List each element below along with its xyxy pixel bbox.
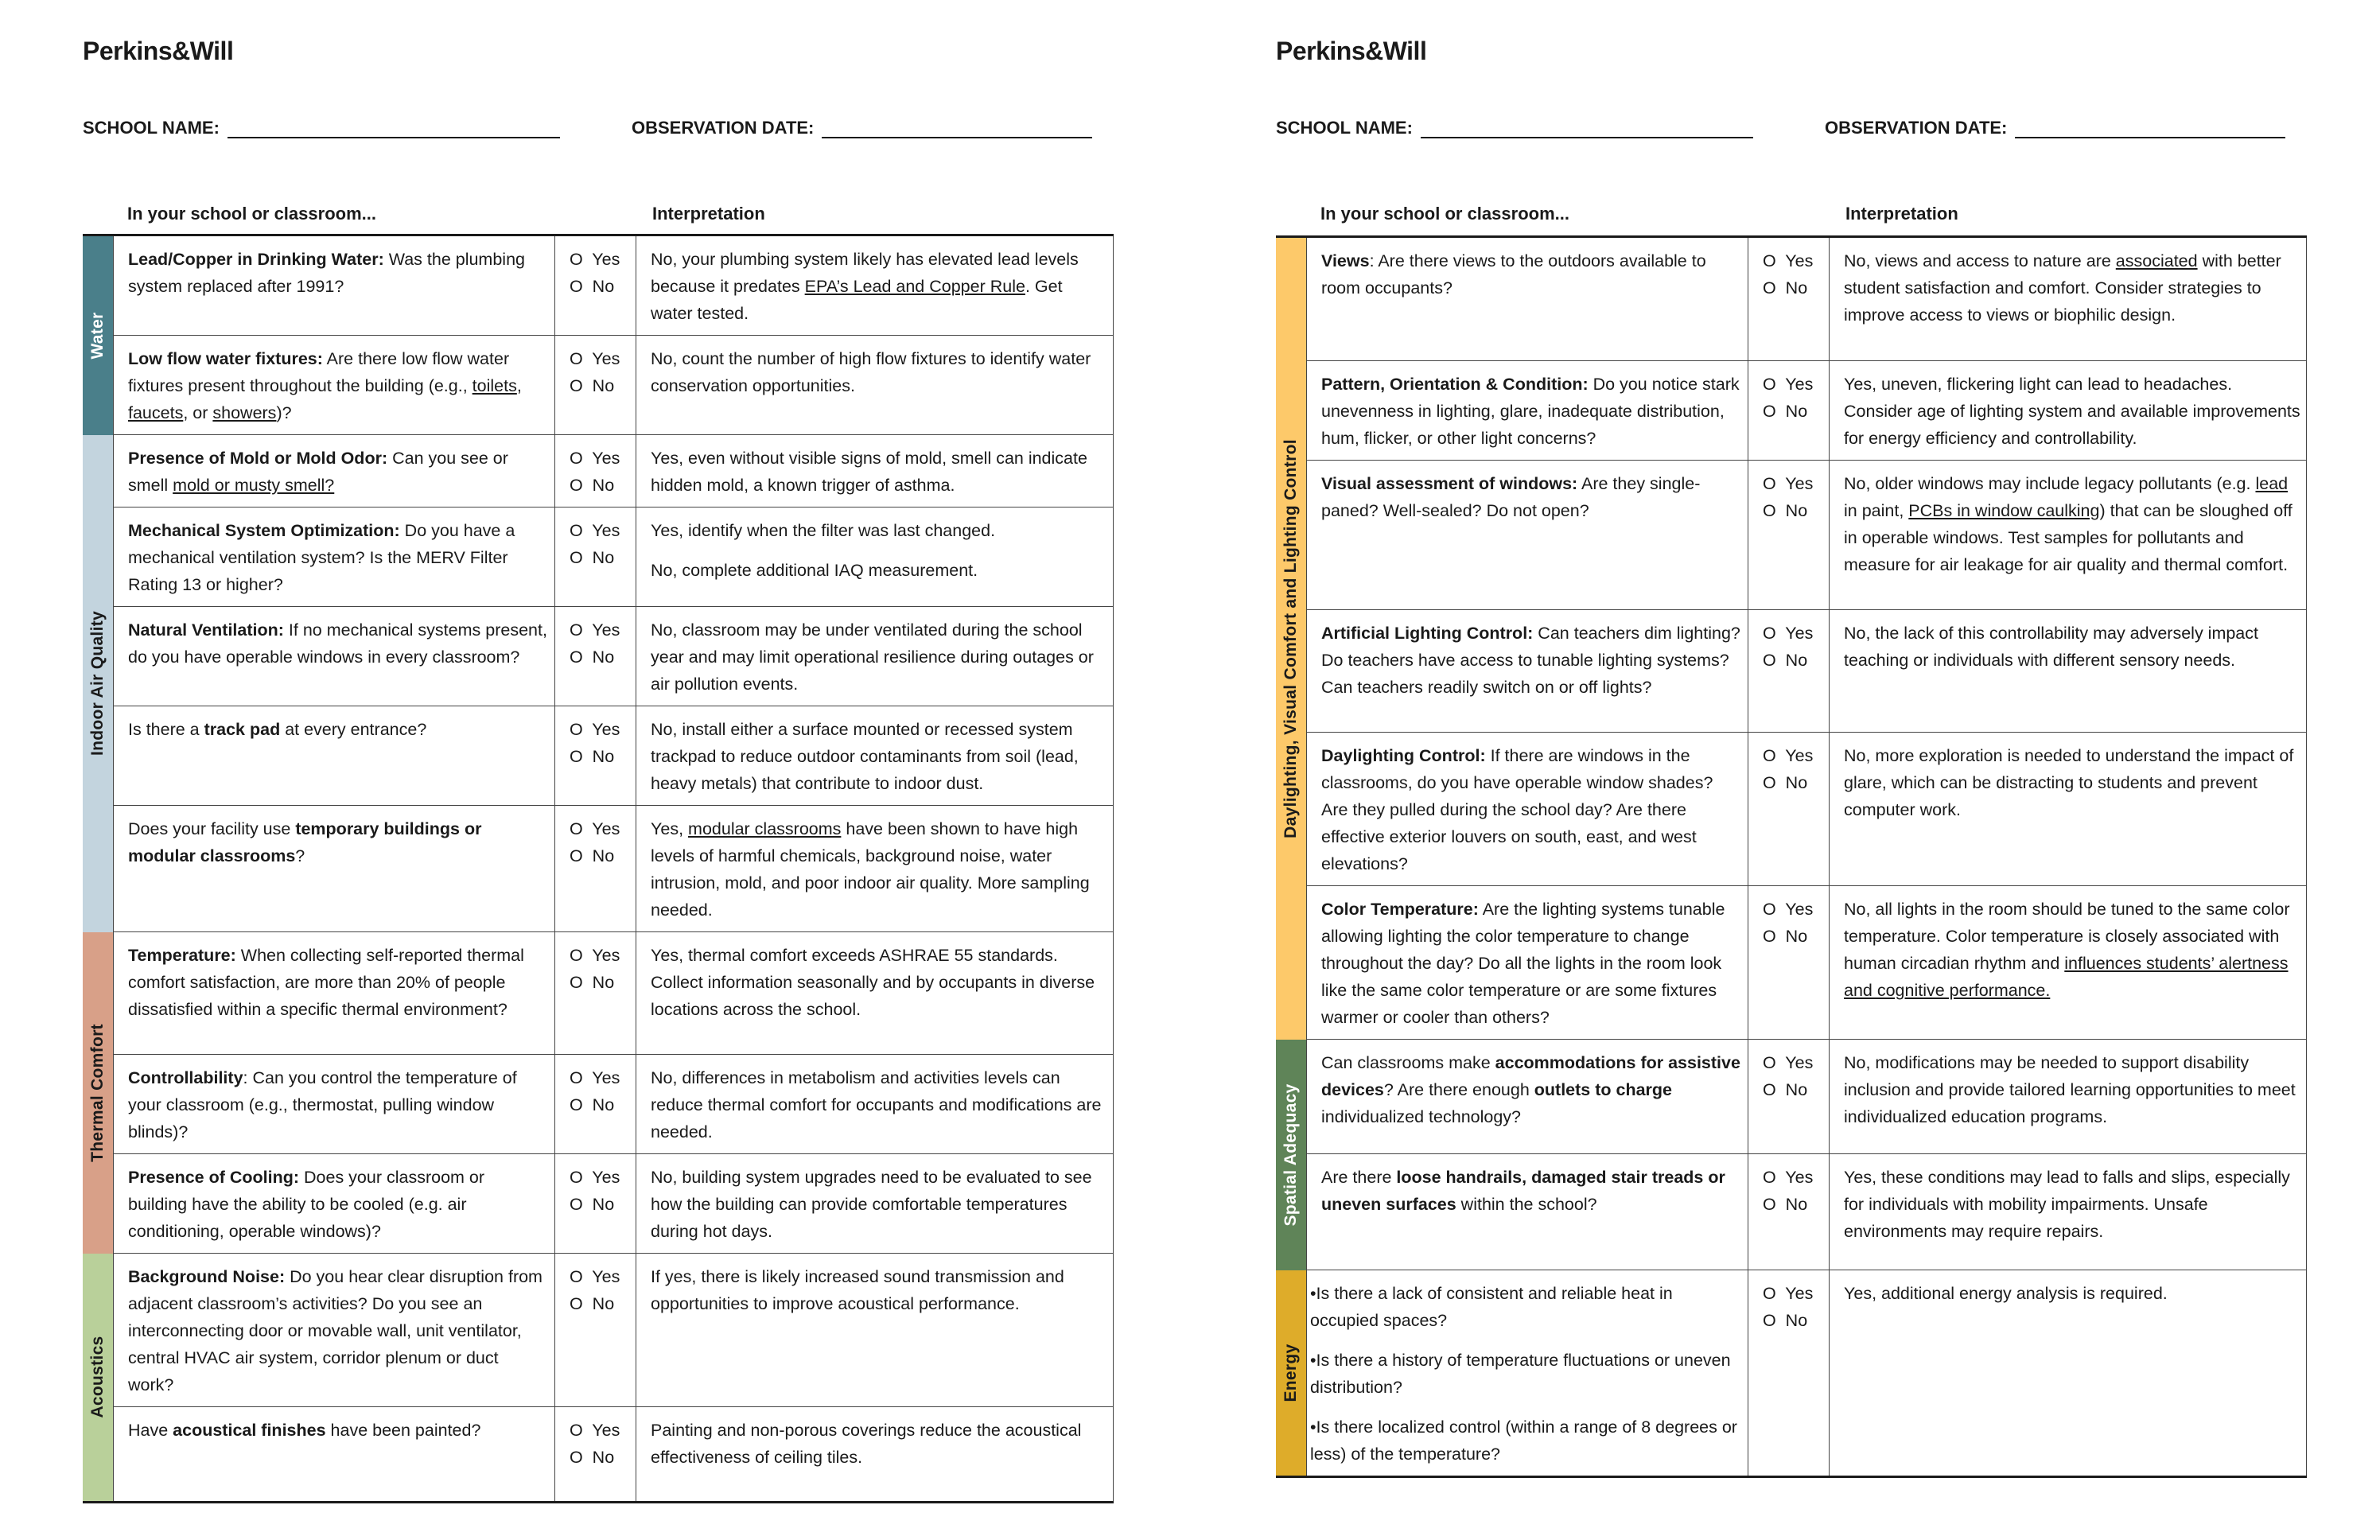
interpretation-link[interactable]: PCBs in window caulking [1908, 501, 2100, 520]
category-label: Water [88, 312, 107, 360]
observation-date-input-line[interactable] [822, 116, 1092, 138]
question-cell [1307, 361, 1748, 461]
interpretation-cell [636, 806, 1114, 932]
question-text: ? Are there enough [1383, 1080, 1534, 1099]
table-row [1276, 1154, 2307, 1270]
yes-no-options[interactable]: O Yes O No [1748, 1270, 1830, 1477]
yes-no-options[interactable]: O Yes O No [1748, 886, 1830, 1040]
question-text: Was the plumbing system replaced after 1991? [128, 250, 525, 296]
question-text: Can teachers dim lighting? Do teachers have access to tunable lighting systems? Can teachers readily switch on or off lights? [1321, 624, 1740, 697]
yes-no-options[interactable]: O Yes O No [555, 235, 636, 336]
yes-no-options[interactable]: O Yes O No [555, 607, 636, 706]
question-title: Temperature: [128, 946, 236, 965]
category-band-indoor-air-quality [83, 435, 114, 932]
yes-no-options[interactable]: O Yes O No [555, 336, 636, 435]
interpretation-cell: No, more exploration is needed to understand the impact of glare, which can be distracting to students and prevent computer work. [1830, 733, 2307, 886]
category-band-water [83, 235, 114, 435]
question-title: Presence of Cooling: [128, 1168, 300, 1187]
interpretation-cell [1830, 461, 2307, 610]
question-title: Views [1321, 251, 1370, 270]
list-item: •Is there a lack of consistent and reliable heat in occupied spaces? [1310, 1284, 1673, 1330]
table-row [83, 235, 1114, 336]
table-row [83, 806, 1114, 932]
brand-logo: Perkins&Will [1276, 37, 1427, 65]
observation-date-label: OBSERVATION DATE: [632, 118, 815, 138]
interpretation-text: in paint, [1844, 501, 1909, 520]
question-text: If there are windows in the classrooms, do you have operable window shades? Are they pulled during the school day? Are there effective exterior louvers on south, east, and west elevations? [1321, 746, 1713, 873]
category-label: Daylighting, Visual Comfort and Lighting Control [1281, 438, 1300, 838]
question-cell [114, 336, 555, 435]
table-row [83, 1254, 1114, 1407]
observation-date-field [1825, 116, 2285, 138]
school-name-input-line[interactable] [1421, 116, 1753, 138]
interpretation-text: . Get water tested. [651, 277, 1063, 323]
question-title: Artificial Lighting Control: [1321, 624, 1534, 643]
question-cell [114, 508, 555, 607]
interpretation-link[interactable]: influences students’ alertness and cognitive performance. [1844, 954, 2289, 1000]
interpretation-text: No, older windows may include legacy pollutants (e.g. [1844, 474, 2256, 493]
question-cell [1307, 1270, 1748, 1477]
right-page [1276, 0, 2334, 1540]
table-row [1276, 610, 2307, 733]
interpretation-yes: Yes, identify when the filter was last changed. [651, 521, 996, 540]
yes-no-options[interactable]: O Yes O No [1748, 1040, 1830, 1154]
yes-no-options[interactable]: O Yes O No [555, 508, 636, 607]
table-row [83, 435, 1114, 508]
category-band-spatial-adequacy [1276, 1040, 1307, 1270]
question-cell [114, 435, 555, 508]
question-text: Does your facility use [128, 819, 296, 838]
interpretation-text: with better student satisfaction and comfort. Consider strategies to improve access to views or biophilic design. [1844, 251, 2281, 325]
question-text: Are there low flow water fixtures present throughout the building (e.g., [128, 349, 510, 395]
question-title: outlets to charge [1534, 1080, 1672, 1099]
interpretation-text: ) that can be sloughed off in operable windows. Test samples for pollutants and measure for air leakage for air quality and thermal comfort. [1844, 501, 2292, 574]
yes-no-options[interactable]: O Yes O No [1748, 610, 1830, 733]
interpretation-cell: If yes, there is likely increased sound transmission and opportunities to improve acoustical performance. [636, 1254, 1114, 1407]
question-title: Controllability [128, 1068, 243, 1087]
category-label: Thermal Comfort [88, 1023, 107, 1162]
interpretation-cell [636, 508, 1114, 607]
question-cell [1307, 886, 1748, 1040]
yes-no-options[interactable]: O Yes O No [1748, 733, 1830, 886]
question-title: accommodations for assistive devices [1321, 1053, 1740, 1099]
interpretation-text: have been shown to have high levels of harmful chemicals, background noise, water intrusion, mold, and poor indoor air quality. More sampling needed. [651, 819, 1090, 920]
interpretation-cell: Yes, these conditions may lead to falls and slips, especially for individuals with mobility impairments. Unsafe environments may require repairs. [1830, 1154, 2307, 1270]
table-row [1276, 237, 2307, 361]
yes-no-options[interactable]: O Yes O No [1748, 461, 1830, 610]
question-text: Are there [1321, 1168, 1397, 1187]
column-header-interpretation: Interpretation [1845, 204, 1958, 224]
school-name-label: SCHOOL NAME: [1276, 118, 1413, 138]
question-cell [1307, 1154, 1748, 1270]
interpretation-link[interactable]: modular classrooms [688, 819, 842, 838]
category-band-daylighting [1276, 237, 1307, 1040]
category-band-thermal-comfort [83, 932, 114, 1254]
table-row [1276, 733, 2307, 886]
interpretation-cell [1830, 237, 2307, 361]
question-title: Low flow water fixtures: [128, 349, 323, 368]
yes-no-options[interactable]: O Yes O No [555, 932, 636, 1055]
question-cell [114, 1154, 555, 1254]
observation-date-field [632, 116, 1092, 138]
table-row [83, 932, 1114, 1055]
question-link[interactable]: mold or musty smell? [173, 476, 335, 495]
question-text: )? [276, 403, 292, 422]
question-text: ? [295, 846, 305, 865]
question-cell [114, 1055, 555, 1154]
left-page [83, 0, 1141, 1540]
table-row [1276, 886, 2307, 1040]
interpretation-cell: Painting and non-porous coverings reduce the acoustical effectiveness of ceiling tiles. [636, 1407, 1114, 1503]
question-text: : Are there views to the outdoors available to room occupants? [1321, 251, 1706, 298]
question-title: Lead/Copper in Drinking Water: [128, 250, 384, 269]
question-title: Background Noise: [128, 1267, 286, 1286]
yes-no-options[interactable]: O Yes O No [1748, 361, 1830, 461]
question-text: Is there a [128, 720, 204, 739]
question-title: Pattern, Orientation & Condition: [1321, 375, 1589, 394]
table-row [83, 706, 1114, 806]
interpretation-cell: No, classroom may be under ventilated during the school year and may limit operational resilience during outages or air pollution events. [636, 607, 1114, 706]
question-cell [1307, 237, 1748, 361]
question-cell [1307, 461, 1748, 610]
interpretation-text: No, your plumbing system likely has elevated lead levels because it predates [651, 250, 1079, 296]
table-row [1276, 361, 2307, 461]
question-text: When collecting self-reported thermal comfort satisfaction, are more than 20% of people dissatisfied within a specific thermal environment? [128, 946, 524, 1019]
yes-no-options[interactable]: O Yes O No [555, 435, 636, 508]
yes-no-options[interactable]: O Yes O No [555, 1154, 636, 1254]
interpretation-link[interactable]: associated [2115, 251, 2198, 270]
list-item: •Is there localized control (within a range of 8 degrees or less) of the temperature? [1310, 1418, 1737, 1464]
category-label: Spatial Adequacy [1281, 1083, 1300, 1227]
question-title: Presence of Mold or Mold Odor: [128, 449, 388, 468]
question-text: at every entrance? [280, 720, 427, 739]
question-title: Visual assessment of windows: [1321, 474, 1578, 493]
table-row [83, 336, 1114, 435]
question-title: Color Temperature: [1321, 900, 1479, 919]
question-cell [114, 806, 555, 932]
table-row [83, 1407, 1114, 1503]
table-row [83, 1055, 1114, 1154]
interpretation-text: Yes, [651, 819, 689, 838]
question-cell [114, 235, 555, 336]
yes-no-options[interactable]: O Yes O No [555, 806, 636, 932]
question-title: acoustical finishes [173, 1421, 326, 1440]
category-band-acoustics [83, 1254, 114, 1503]
observation-date-input-line[interactable] [2015, 116, 2285, 138]
question-cell [1307, 733, 1748, 886]
column-header-interpretation: Interpretation [652, 204, 765, 224]
checklist-table-right [1276, 235, 2307, 1478]
category-label: Indoor Air Quality [88, 611, 107, 756]
question-cell [1307, 610, 1748, 733]
list-item: •Is there a history of temperature fluctuations or uneven distribution? [1310, 1351, 1731, 1397]
question-title: Daylighting Control: [1321, 746, 1486, 765]
checklist-table-left [83, 234, 1114, 1503]
question-text: Do you hear clear disruption from adjacent classroom’s activities? Do you see an interconnecting door or movable wall, unit ventilator, central HVAC air system, corridor plenum or duct work? [128, 1267, 542, 1394]
yes-no-options[interactable]: O Yes O No [555, 1254, 636, 1407]
table-row [83, 508, 1114, 607]
brand-logo: Perkins&Will [83, 37, 234, 65]
question-text: Have [128, 1421, 173, 1440]
column-header-question: In your school or classroom... [127, 204, 376, 224]
yes-no-options[interactable]: O Yes O No [555, 1055, 636, 1154]
question-text: have been painted? [325, 1421, 481, 1440]
category-label: Energy [1281, 1344, 1300, 1402]
table-row [1276, 1040, 2307, 1154]
yes-no-options[interactable]: O Yes O No [1748, 237, 1830, 361]
interpretation-no: No, complete additional IAQ measurement. [651, 561, 978, 580]
question-text: Do you have a mechanical ventilation system? Is the MERV Filter Rating 13 or higher? [128, 521, 515, 594]
interpretation-cell: Yes, even without visible signs of mold, smell can indicate hidden mold, a known trigger of asthma. [636, 435, 1114, 508]
school-name-label: SCHOOL NAME: [83, 118, 220, 138]
interpretation-link[interactable]: EPA’s Lead and Copper Rule [804, 277, 1025, 296]
school-name-input-line[interactable] [228, 116, 560, 138]
table-row [1276, 1270, 2307, 1477]
question-text: Are they single-paned? Well-sealed? Do not open? [1321, 474, 1701, 520]
question-text: If no mechanical systems present, do you have operable windows in every classroom? [128, 620, 547, 667]
question-text: , or [183, 403, 213, 422]
table-row [83, 1154, 1114, 1254]
interpretation-cell: No, differences in metabolism and activities levels can reduce thermal comfort for occupants and modifications are needed. [636, 1055, 1114, 1154]
school-name-field [83, 116, 560, 138]
question-text: within the school? [1456, 1195, 1597, 1214]
question-cell [114, 1407, 555, 1503]
school-name-field [1276, 116, 1753, 138]
interpretation-cell: No, modifications may be needed to support disability inclusion and provide tailored learning opportunities to meet individualized education programs. [1830, 1040, 2307, 1154]
question-link[interactable]: faucets [128, 403, 184, 422]
interpretation-cell [636, 235, 1114, 336]
interpretation-cell: No, install either a surface mounted or recessed system trackpad to reduce outdoor contaminants from soil (lead, heavy metals) that contribute to indoor dust. [636, 706, 1114, 806]
interpretation-text: No, views and access to nature are [1844, 251, 2116, 270]
interpretation-cell: Yes, additional energy analysis is required. [1830, 1270, 2307, 1477]
question-text: Do you notice stark unevenness in lighting, glare, inadequate distribution, hum, flicker, or other light concerns? [1321, 375, 1740, 448]
interpretation-cell: Yes, thermal comfort exceeds ASHRAE 55 standards. Collect information seasonally and by occupants in diverse locations across the school. [636, 932, 1114, 1055]
question-cell [1307, 1040, 1748, 1154]
question-title: loose handrails, damaged stair treads or uneven surfaces [1321, 1168, 1725, 1214]
question-text: Are the lighting systems tunable allowing lighting the color temperature to change throughout the day? Do all the lights in the room look like the same color temperature or are some fixtures warmer or cooler than others? [1321, 900, 1725, 1027]
question-link[interactable]: showers [212, 403, 277, 422]
question-text: , [516, 376, 522, 395]
question-cell [114, 932, 555, 1055]
table-row [1276, 461, 2307, 610]
interpretation-text: No, all lights in the room should be tuned to the same color temperature. Color temperature is closely associated with human circadian rhythm and [1844, 900, 2290, 973]
question-text: Does your classroom or building have the ability to be cooled (e.g. air conditioning, operable windows)? [128, 1168, 485, 1241]
interpretation-cell [1830, 886, 2307, 1040]
question-text: Can you see or smell [128, 449, 508, 495]
column-header-question: In your school or classroom... [1320, 204, 1569, 224]
interpretation-link[interactable]: lead [2255, 474, 2289, 493]
question-link[interactable]: toilets [472, 376, 517, 395]
interpretation-cell: Yes, uneven, flickering light can lead to headaches. Consider age of lighting system and available improvements for energy efficiency and controllability. [1830, 361, 2307, 461]
question-cell [114, 706, 555, 806]
question-cell [114, 1254, 555, 1407]
question-title: track pad [204, 720, 281, 739]
interpretation-cell: No, building system upgrades need to be evaluated to see how the building can provide comfortable temperatures during hot days. [636, 1154, 1114, 1254]
question-text: : Can you control the temperature of your classroom (e.g., thermostat, pulling window blinds)? [128, 1068, 517, 1141]
category-band-energy [1276, 1270, 1307, 1477]
question-title: Natural Ventilation: [128, 620, 284, 640]
category-label: Acoustics [88, 1336, 107, 1418]
question-cell [114, 607, 555, 706]
interpretation-cell: No, count the number of high flow fixtures to identify water conservation opportunities. [636, 336, 1114, 435]
yes-no-options[interactable]: O Yes O No [555, 1407, 636, 1503]
interpretation-cell: No, the lack of this controllability may adversely impact teaching or individuals with different sensory needs. [1830, 610, 2307, 733]
table-row [83, 607, 1114, 706]
observation-date-label: OBSERVATION DATE: [1825, 118, 2008, 138]
question-text: Can classrooms make [1321, 1053, 1495, 1072]
yes-no-options[interactable]: O Yes O No [555, 706, 636, 806]
yes-no-options[interactable]: O Yes O No [1748, 1154, 1830, 1270]
question-text: individualized technology? [1321, 1107, 1522, 1126]
question-title: temporary buildings or modular classrooms [128, 819, 482, 865]
question-title: Mechanical System Optimization: [128, 521, 400, 540]
